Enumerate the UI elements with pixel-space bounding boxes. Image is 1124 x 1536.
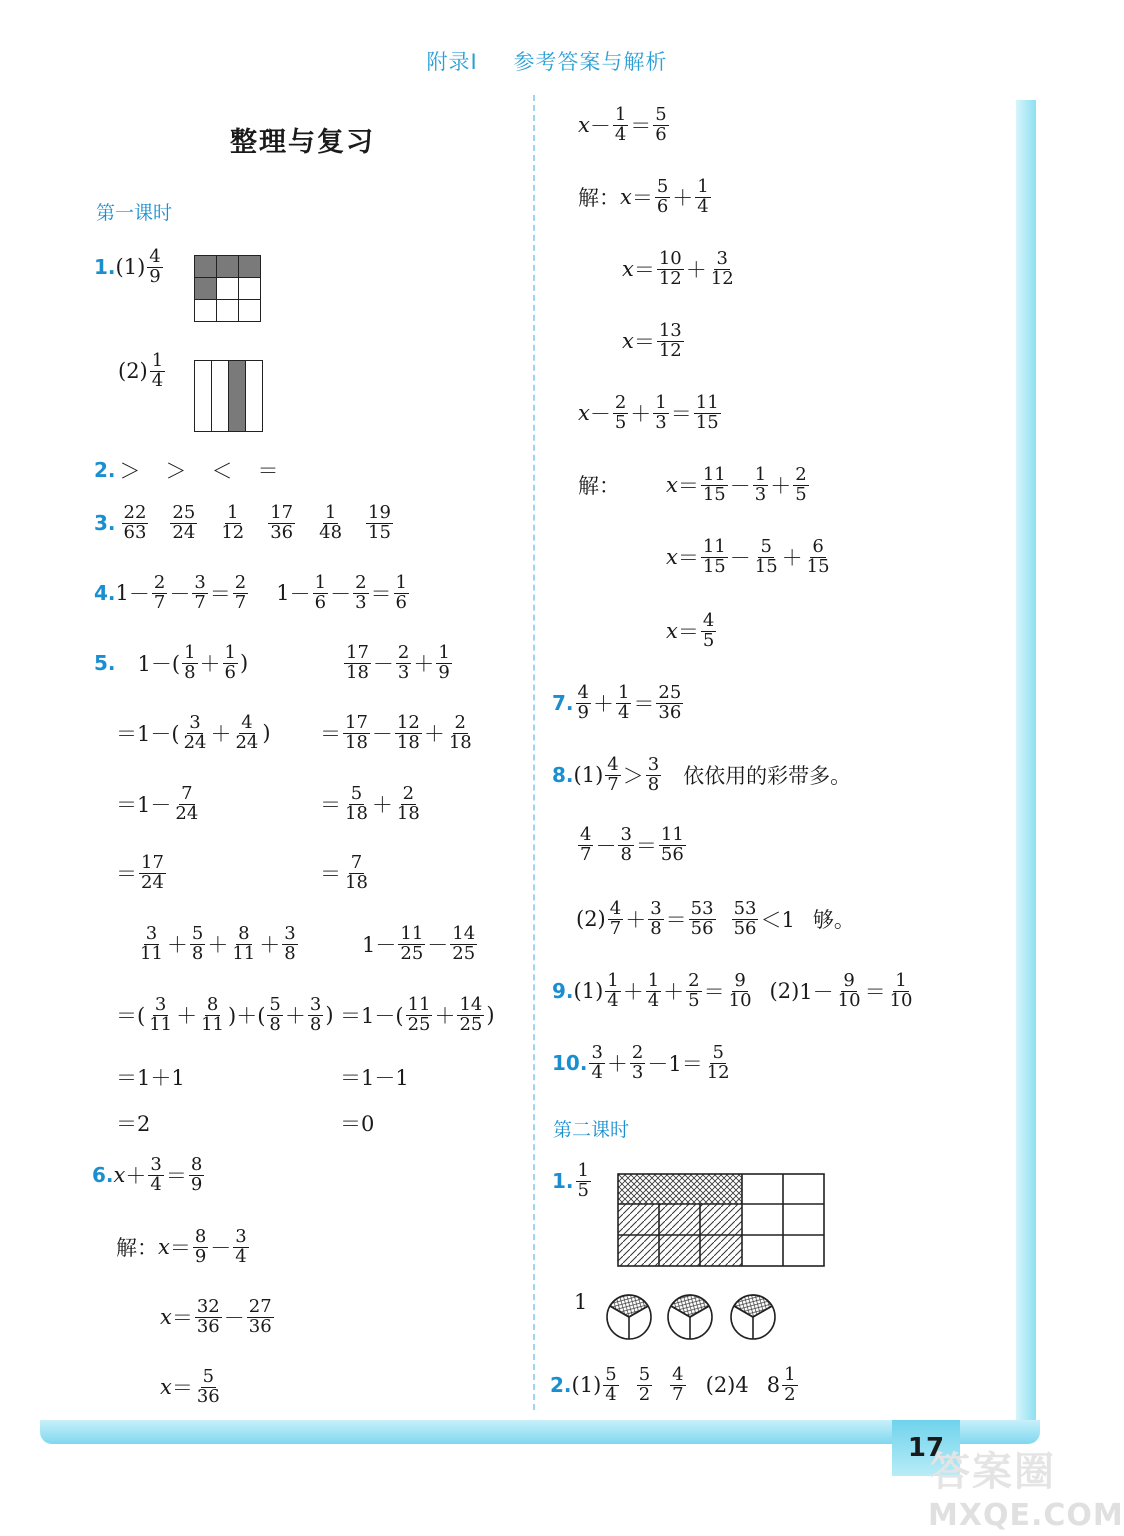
page-header [0, 46, 1094, 76]
q5-d-line2: ＝1－( $\frac{11}{25}$ ＋ $\frac{14}{25}$ ) [340, 994, 495, 1035]
fraction: $\frac{17}{36}$ [270, 502, 294, 543]
l2-q1: 1. $\frac{1}{5}$ [552, 1160, 589, 1201]
q6-step1: 解： x ＝ $\frac{8}{9}$ － $\frac{3}{4}$ [116, 1226, 247, 1267]
question-number: 10. [552, 1051, 588, 1076]
question-number: 3. [94, 511, 116, 536]
q6c-step2: x ＝ $\frac{11}{15}$ － $\frac{5}{15}$ ＋ $\frac{6}{15}$ [666, 536, 830, 577]
q5-d-line4: ＝0 [340, 1112, 375, 1136]
q5-a-line4: ＝ $\frac{17}{24}$ [116, 852, 164, 893]
q5-b-line3: ＝ $\frac{5}{18}$ ＋ $\frac{2}{18}$ [320, 783, 420, 824]
l2-q2: 2. (1) $\frac{5}{4}$ $\frac{5}{2}$ $\frac{4}{7}$ (2)4 8 $\frac{1}{2}$ [550, 1364, 796, 1405]
q5-d-line1: 1－ $\frac{11}{25}$ － $\frac{14}{25}$ [362, 923, 476, 964]
question-number: 8. [552, 763, 574, 788]
fraction: $\frac{22}{63}$ [123, 502, 147, 543]
q6c-equation: x － $\frac{2}{5}$ ＋ $\frac{1}{3}$ ＝ $\frac{11}{15}$ [578, 392, 719, 433]
q6b-step2: x ＝ $\frac{10}{12}$ ＋ $\frac{3}{12}$ [622, 248, 734, 289]
section-lesson-2: 第二课时 [553, 1119, 630, 1141]
q6b-equation: x － $\frac{1}{4}$ ＝ $\frac{5}{6}$ [578, 104, 667, 145]
q2 [94, 455, 281, 485]
section-lesson-1: 第一课时 [96, 202, 173, 224]
part-label: (1) [115, 255, 146, 280]
l2-q1-extra: 1 [574, 1290, 588, 1314]
header-title: 参考答案与解析 [513, 50, 668, 74]
fraction: $\frac{1}{12}$ [221, 502, 245, 543]
q3 [94, 504, 395, 543]
q5-c-line2: ＝( $\frac{3}{11}$ ＋ $\frac{8}{11}$ )＋( $\frac{5}{8}$ ＋ $\frac{3}{8}$ ) [116, 994, 334, 1035]
page-number: 17 [892, 1420, 960, 1476]
question-number: 1. [94, 255, 116, 280]
q6b-step3: x ＝ $\frac{13}{12}$ [622, 320, 682, 361]
strip-4-parts-shaded [194, 360, 263, 432]
q5-b-line4: ＝ $\frac{7}{18}$ [320, 852, 368, 893]
q5-a-line2: ＝1－( $\frac{3}{24}$ ＋ $\frac{4}{24}$ ) [116, 712, 271, 753]
question-number: 7. [552, 691, 574, 716]
q6-equation: 6. x ＋ $\frac{3}{4}$ ＝ $\frac{8}{9}$ [92, 1154, 203, 1195]
q5-b-line1: $\frac{17}{18}$ － $\frac{2}{3}$ ＋ $\frac{1}{9}$ [346, 642, 450, 683]
fraction: $\frac{4}{9}$ [149, 246, 161, 287]
question-number: 5. [94, 651, 116, 676]
q10: 10. $\frac{3}{4}$ ＋ $\frac{2}{3}$ －1＝ $\frac{5}{12}$ [552, 1042, 730, 1083]
q6c-step3: x ＝ $\frac{4}{5}$ [666, 610, 715, 651]
q9: 9. (1) $\frac{1}{4}$ ＋ $\frac{1}{4}$ ＋ $\frac{2}{5}$ ＝ $\frac{9}{10}$ (2) 1－ $\frac{9}{10}$ ＝ $\frac{1}{10}$ [552, 970, 913, 1011]
column-divider [533, 95, 535, 1410]
watermark-url: MXQE.COM [928, 1498, 1124, 1533]
watermark-logo: 答案圈 [930, 1449, 1056, 1495]
q8-part1: 8. (1) $\frac{4}{7}$ ＞ $\frac{3}{8}$ 依依用的彩带多。 [552, 754, 852, 795]
three-circles-hatched [604, 1292, 780, 1342]
q5-d-line3: ＝1－1 [340, 1066, 409, 1090]
header-appendix: 附录Ⅰ [426, 50, 478, 74]
grid-5x3-hatched [616, 1172, 828, 1268]
q8-part1-calc: $\frac{4}{7}$ － $\frac{3}{8}$ ＝ $\frac{11}{56}$ [580, 824, 684, 865]
fraction: $\frac{1}{4}$ [151, 350, 164, 391]
q6b-step1: 解： x ＝ $\frac{5}{6}$ ＋ $\frac{1}{4}$ [578, 176, 709, 217]
q6-step2: x ＝ $\frac{32}{36}$ － $\frac{27}{36}$ [160, 1296, 272, 1337]
q5-b-line2: ＝ $\frac{17}{18}$ － $\frac{12}{18}$ ＋ $\frac{2}{18}$ [320, 712, 472, 753]
q1-part2 [118, 352, 167, 391]
q5-c-line1: $\frac{3}{11}$ ＋ $\frac{5}{8}$ ＋ $\frac{8}{11}$ ＋ $\frac{3}{8}$ [140, 923, 296, 964]
question-number: 6. [92, 1163, 114, 1188]
page-bottom-decoration [40, 1420, 1040, 1444]
q4: 4. 1 － $\frac{2}{7}$ － $\frac{3}{7}$ ＝ $\frac{2}{7}$ 1 － $\frac{1}{6}$ － $\frac{2}{3}$ ＝ $\frac{1}{6}$ [94, 572, 407, 613]
part-label: (2) [118, 359, 148, 384]
question-number: 2. [94, 458, 116, 482]
q5-a-line3: ＝1－ $\frac{7}{24}$ [116, 783, 199, 824]
q8-part2: (2) $\frac{4}{7}$ ＋ $\frac{3}{8}$ ＝ $\frac{53}{56}$ $\frac{53}{56}$ ＜1 够。 [576, 898, 855, 939]
page-edge-decoration [1016, 100, 1036, 1440]
q6c-step1: 解： x ＝ $\frac{11}{15}$ － $\frac{1}{3}$ ＋ $\frac{2}{5}$ [578, 464, 807, 505]
question-number: 4. [94, 581, 116, 606]
grid-3x3-shaded [194, 255, 261, 322]
question-number: 1. [552, 1169, 574, 1194]
q5-c-line4: ＝2 [116, 1112, 151, 1136]
q1-part1 [94, 248, 165, 287]
q6-step3: x ＝ $\frac{5}{36}$ [160, 1366, 220, 1407]
page-title: 整理与复习 [230, 127, 375, 158]
comparison-answers: ＞ ＞ ＜ ＝ [119, 459, 281, 483]
q5-c-line3: ＝1＋1 [116, 1066, 185, 1090]
q7: 7. $\frac{4}{9}$ ＋ $\frac{1}{4}$ ＝ $\frac{25}{36}$ [552, 682, 682, 723]
fraction: $\frac{25}{24}$ [172, 502, 196, 543]
question-number: 9. [552, 979, 574, 1004]
fraction: $\frac{19}{15}$ [368, 502, 391, 543]
fraction: $\frac{1}{48}$ [319, 502, 343, 543]
q5-a-line1: 5. 1－( $\frac{1}{8}$ ＋ $\frac{1}{6}$ ) [94, 642, 249, 683]
question-number: 2. [550, 1373, 572, 1398]
